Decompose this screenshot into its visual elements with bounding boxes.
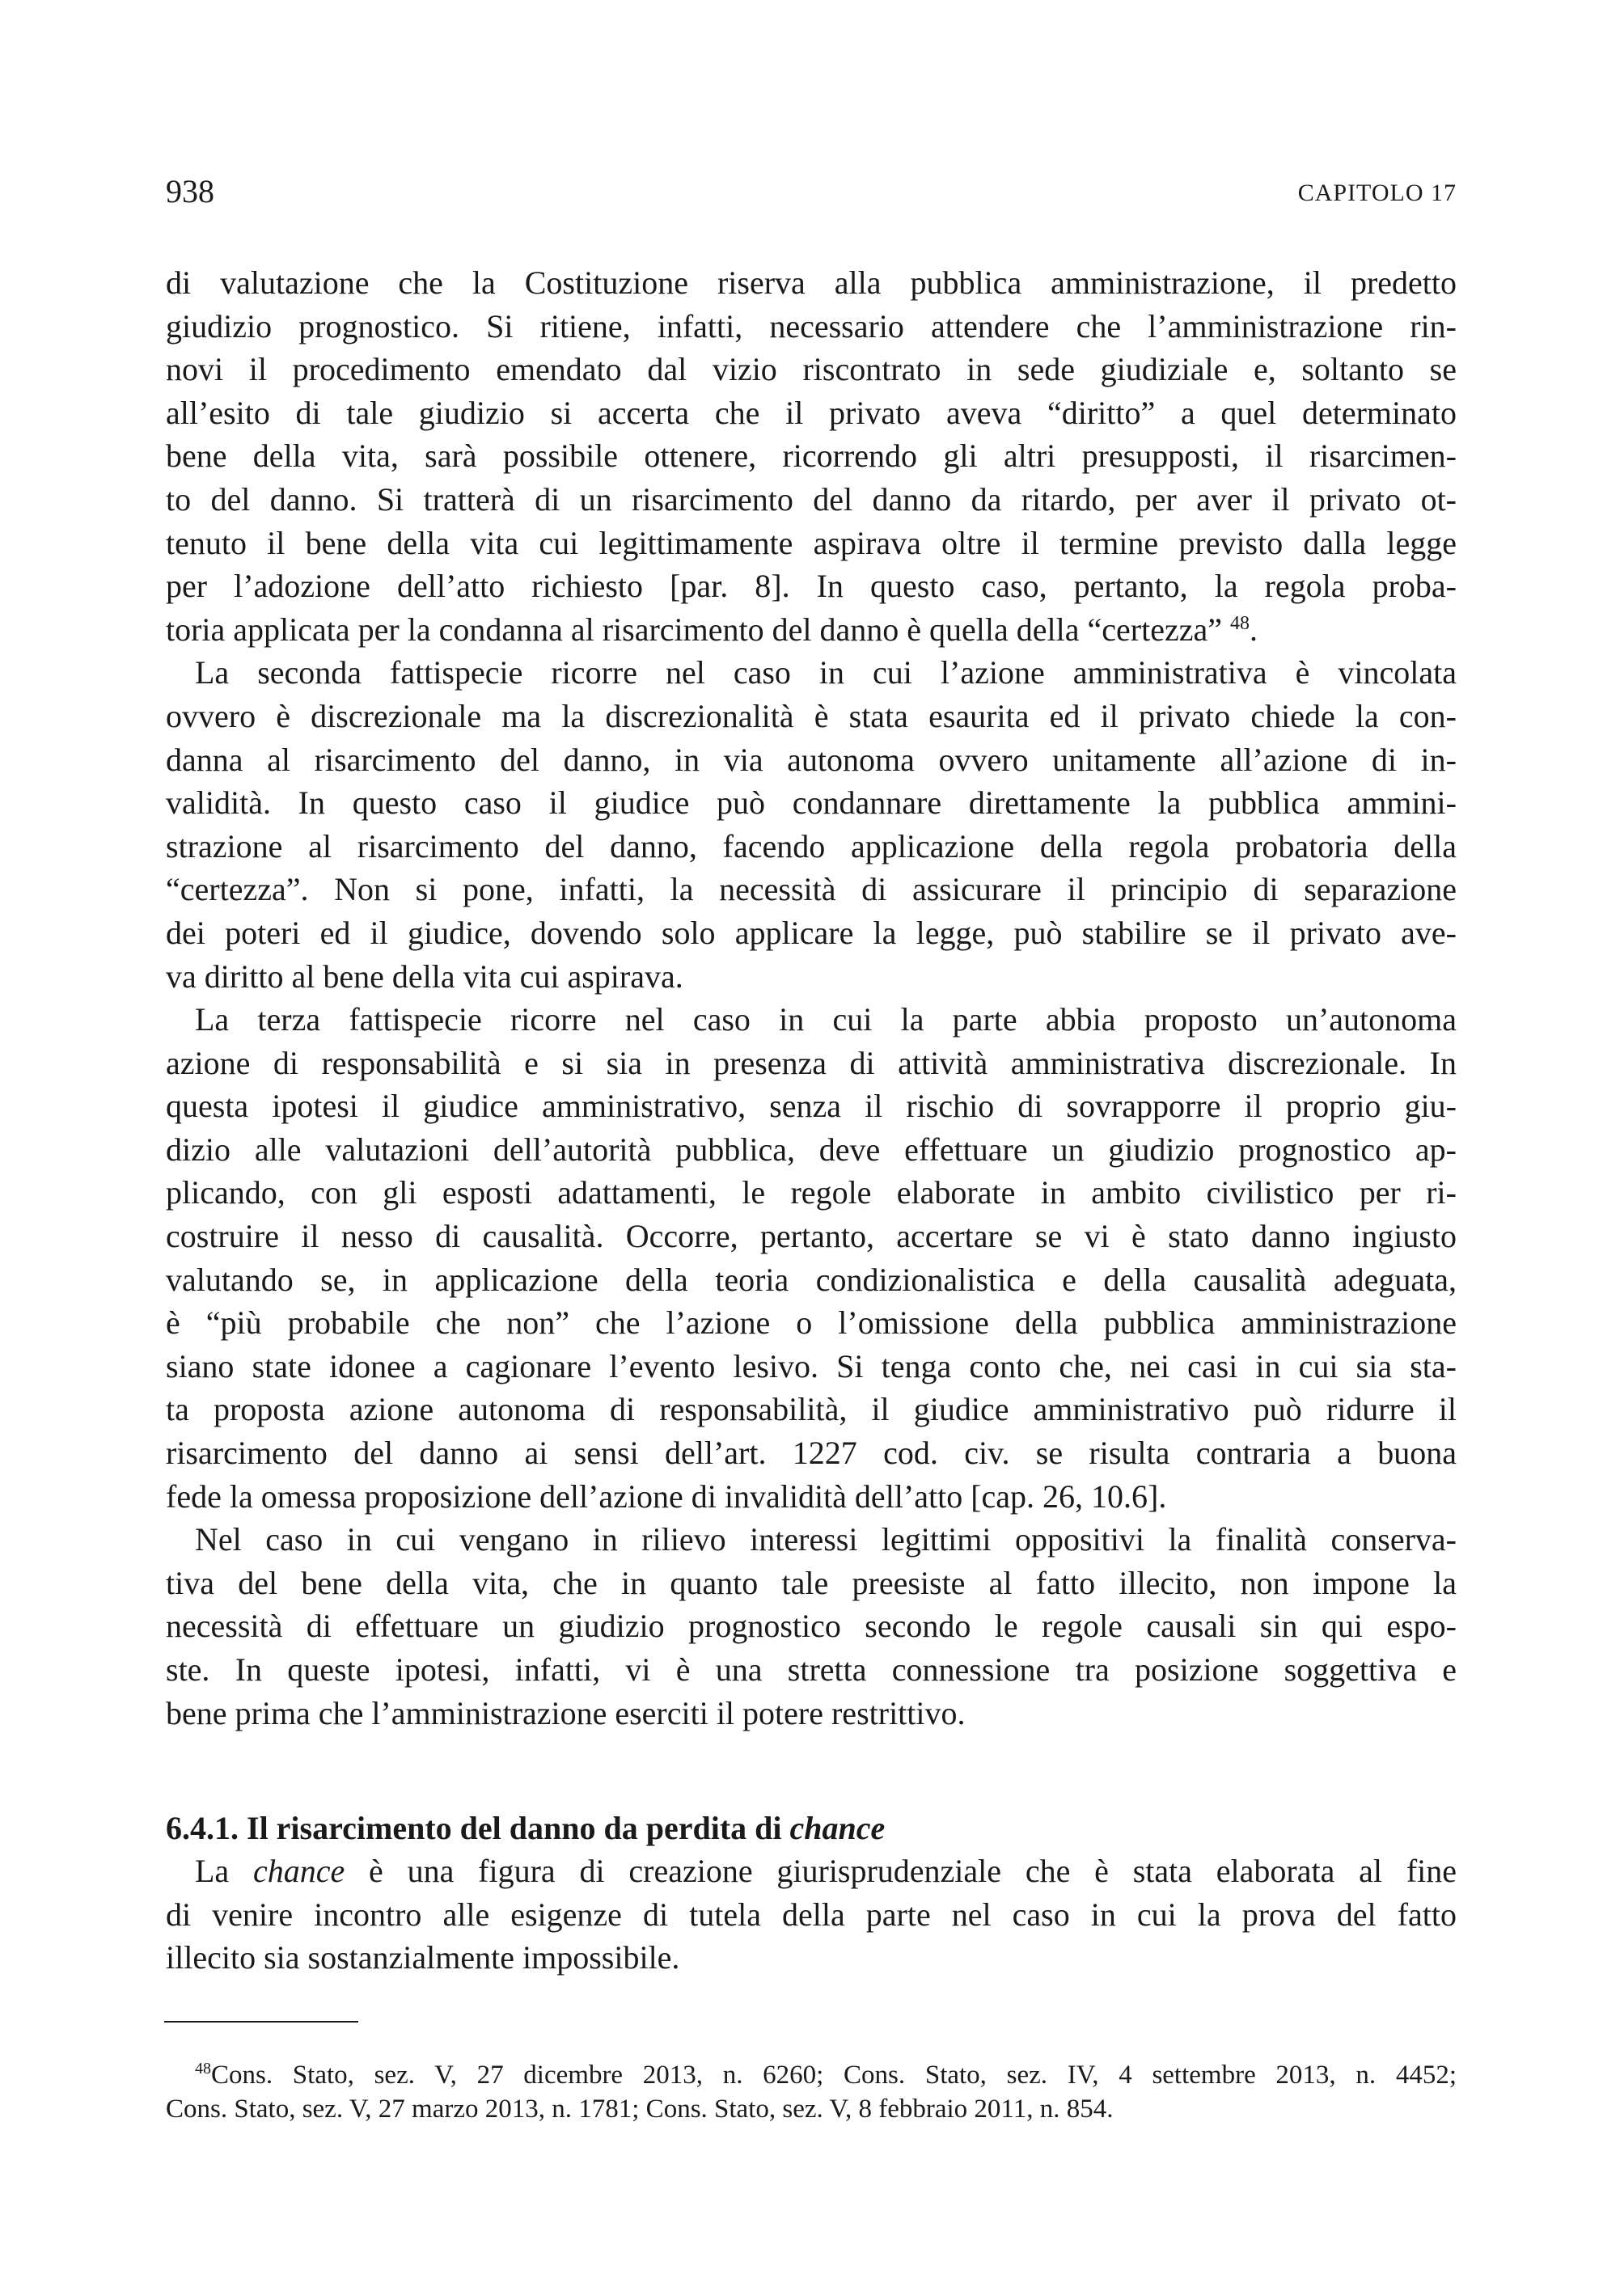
section-heading-italic: chance [789, 1810, 886, 1846]
text-line: bene prima che l’amministrazione eserciti il potere restrittivo. [166, 1694, 966, 1731]
text-line: bene della vita, sarà possibile ottenere, ricorrendo gli altri presupposti, il risarcimen- [166, 437, 1457, 475]
footnote-line: Cons. Stato, sez. V, 27 marzo 2013, n. 1781; Cons. Stato, sez. V, 8 febbraio 2011, n. 854. [166, 2094, 1114, 2124]
text-line: dizio alle valutazioni dell’autorità pubblica, deve effettuare un giudizio prognostico ap- [166, 1131, 1457, 1168]
text-line: novi il procedimento emendato dal vizio riscontrato in sede giudiziale e, soltanto se [166, 351, 1457, 388]
text-line: La chance è una figura di creazione giurisprudenziale che è stata elaborata al fine [195, 1853, 1457, 1889]
text-line: siano state idonee a cagionare l’evento lesivo. Si tenga conto che, nei casi in cui sia sta- [166, 1347, 1457, 1384]
paragraph-1 [166, 261, 1457, 651]
text-line: risarcimento del danno ai sensi dell’art. 1227 cod. civ. se risulta contraria a buona [166, 1435, 1457, 1472]
text-line: to del danno. Si tratterà di un risarcimento del danno da ritardo, per aver il privato ot- [166, 480, 1457, 518]
text-line: plicando, con gli esposti adattamenti, le regole elaborate in ambito civilistico per ri- [166, 1174, 1457, 1211]
text-line: “certezza”. Non si pone, infatti, la necessità di assicurare il principio di separazione [166, 871, 1457, 908]
paragraph-2 [166, 651, 1457, 998]
main-body-text [166, 261, 1457, 1735]
text-line: danna al risarcimento del danno, in via autonoma ovvero unitamente all’azione di in- [166, 741, 1457, 778]
footnote-separator [164, 2021, 358, 2023]
text-line: illecito sia sostanzialmente impossibile. [166, 1939, 680, 1976]
text-line: strazione al risarcimento del danno, facendo applicazione della regola probatoria della [166, 827, 1457, 864]
paragraph-3 [166, 998, 1457, 1518]
page-number: 938 [166, 173, 214, 209]
paragraph-4 [166, 1518, 1457, 1735]
text-line: all’esito di tale giudizio si accerta che il privato aveva “diritto” a quel determinato [166, 394, 1457, 431]
text-line: valutando se, in applicazione della teoria condizionalistica e della causalità adeguata, [166, 1261, 1457, 1298]
text-line: tenuto il bene della vita cui legittimamente aspirava oltre il termine previsto dalla legge [166, 524, 1457, 561]
text-line: toria applicata per la condanna al risarcimento del danno è quella della “certezza” $^{48}$. [166, 611, 1258, 648]
text-line: fede la omessa proposizione dell’azione di invalidità dell’atto [cap. 26, 10.6]. [166, 1477, 1167, 1515]
text-line: azione di responsabilità e si sia in presenza di attività amministrativa discrezionale. In [166, 1044, 1457, 1081]
text-line: tiva del bene della vita, che in quanto tale preesiste al fatto illecito, non impone la [166, 1564, 1457, 1601]
text-line: necessità di effettuare un giudizio prognostico secondo le regole causali sin qui espo- [166, 1608, 1457, 1645]
text-line: questa ipotesi il giudice amministrativo, senza il rischio di sovrapporre il proprio giu- [166, 1088, 1457, 1125]
section-paragraph [166, 1849, 1457, 1980]
text-line: La seconda fattispecie ricorre nel caso in cui l’azione amministrativa è vincolata [195, 654, 1457, 691]
text-line: validità. In questo caso il giudice può condannare direttamente la pubblica ammini- [166, 784, 1457, 822]
footnotes [166, 2058, 1457, 2126]
text-line: Nel caso in cui vengano in rilievo interessi legittimi oppositivi la finalità conserva- [195, 1521, 1457, 1558]
text-line: va diritto al bene della vita cui aspirava. [166, 957, 683, 995]
footnote-number: 48 [195, 2060, 211, 2078]
text-line: costruire il nesso di causalità. Occorre, pertanto, accertare se vi è stato danno ingiusto [166, 1218, 1457, 1255]
text-line: ste. In queste ipotesi, infatti, vi è una stretta connessione tra posizione soggettiva e [166, 1651, 1457, 1688]
text-line: ta proposta azione autonoma di responsabilità, il giudice amministrativo può ridurre il [166, 1391, 1457, 1428]
text-line: per l’adozione dell’atto richiesto [par. 8]. In questo caso, pertanto, la regola proba- [166, 568, 1457, 605]
text-line: dei poteri ed il giudice, dovendo solo applicare la legge, può stabilire se il privato ave- [166, 914, 1457, 951]
text-line: di valutazione che la Costituzione riserva alla pubblica amministrazione, il predetto [166, 264, 1457, 301]
text-line: ovvero è discrezionale ma la discrezionalità è stata esaurita ed il privato chiede la con- [166, 697, 1457, 734]
section-heading: 6.4.1. Il risarcimento del danno da perdita di chance [166, 1810, 886, 1846]
chapter-label: CAPITOLO 17 [1297, 180, 1457, 206]
text-line: La terza fattispecie ricorre nel caso in cui la parte abbia proposto un’autonoma [195, 1001, 1457, 1038]
footnote-reference[interactable]: 48 [1229, 612, 1250, 634]
footnote-line: $^{48}$Cons. Stato, sez. V, 27 dicembre 2013, n. 6260; Cons. Stato, sez. IV, 4 settembre 2013, n. 4452; [195, 2060, 1457, 2090]
text-line: di venire incontro alle esigenze di tutela della parte nel caso in cui la prova del fatto [166, 1896, 1457, 1933]
text-line: è “più probabile che non” che l’azione o l’omissione della pubblica amministrazione [166, 1304, 1457, 1342]
running-header [166, 171, 1457, 212]
text-line: giudizio prognostico. Si ritiene, infatti, necessario attendere che l’amministrazione rin- [166, 307, 1457, 344]
